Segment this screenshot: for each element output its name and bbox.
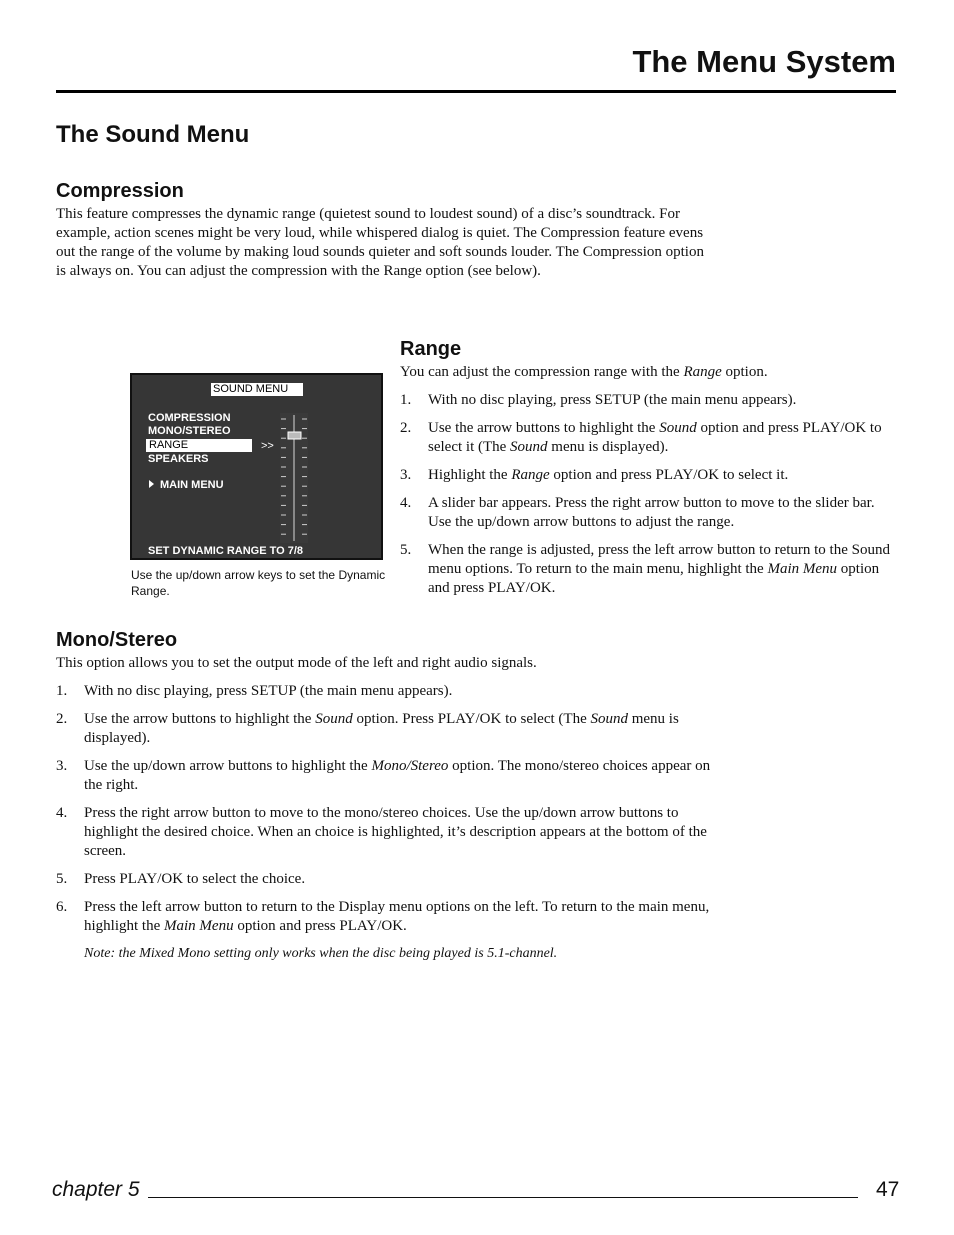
step-text: option and press PLAY/OK to select it (The — [428, 420, 882, 455]
range-steps-list — [400, 391, 896, 607]
figure-caption: Use the up/down arrow keys to set the Dynamic Range. — [131, 568, 386, 598]
emphasis-text: Mono/Stereo — [371, 758, 449, 774]
step-number: 5. — [400, 542, 412, 558]
slider-graphic — [278, 413, 310, 543]
text-run: You can adjust the compression range with the — [400, 364, 684, 380]
main-menu-item — [149, 479, 224, 492]
step-text: Highlight the — [428, 467, 512, 483]
double-arrow-icon: >> — [261, 440, 274, 452]
step-text: option and press PLAY/OK. — [233, 918, 407, 934]
step-text: Use the arrow buttons to highlight the — [84, 711, 316, 727]
step-text: option. Press PLAY/OK to select (The — [352, 711, 591, 727]
step-text: menu is displayed). — [84, 711, 679, 746]
step-number: 6. — [56, 899, 68, 915]
list-item — [56, 757, 720, 795]
list-item — [56, 870, 720, 889]
range-heading: Range — [400, 338, 462, 360]
step-number: 5. — [56, 871, 68, 887]
menu-item-range: RANGE — [146, 439, 252, 452]
mono-stereo-steps-list — [56, 682, 720, 945]
list-item — [400, 419, 896, 457]
title-divider — [56, 90, 896, 93]
step-text: With no disc playing, press SETUP (the main menu appears). — [428, 392, 797, 408]
emphasis-text: Sound — [315, 711, 353, 727]
main-menu-label: MAIN MENU — [160, 479, 224, 491]
mono-stereo-heading: Mono/Stereo — [56, 629, 178, 651]
list-item — [56, 804, 720, 861]
page-title: The Menu System — [632, 44, 896, 79]
slider-knob — [288, 432, 301, 439]
emphasis-text: Sound — [659, 420, 697, 436]
step-text: A slider bar appears. Press the right arrow button to move to the slider bar. Use the up/down arrow buttons to adjust the range. — [428, 495, 875, 530]
compression-heading: Compression — [56, 180, 184, 202]
footer-rule — [148, 1197, 858, 1198]
step-text: Press PLAY/OK to select the choice. — [84, 871, 306, 887]
step-text: When the range is adjusted, press the left arrow button to return to the Sound menu options. To return to the main menu, highlight the — [428, 542, 890, 577]
section-title: The Sound Menu — [56, 121, 250, 148]
list-item — [400, 494, 896, 532]
step-text: Use the up/down arrow buttons to highlight the — [84, 758, 372, 774]
step-number: 4. — [56, 805, 68, 821]
chapter-label: chapter 5 — [52, 1178, 140, 1201]
step-number: 2. — [56, 711, 68, 727]
page-number: 47 — [876, 1178, 900, 1201]
step-text: option. The mono/stereo choices appear on the right. — [84, 758, 711, 793]
list-item — [400, 391, 896, 410]
range-intro — [400, 363, 890, 382]
step-text: menu is displayed). — [547, 439, 669, 455]
step-text: With no disc playing, press SETUP (the main menu appears). — [84, 683, 453, 699]
mono-stereo-intro: This option allows you to set the output mode of the left and right audio signals. — [56, 655, 537, 671]
step-text: Use the arrow buttons to highlight the — [428, 420, 660, 436]
status-text: SET DYNAMIC RANGE TO 7/8 — [148, 545, 304, 557]
step-text: Press the left arrow button to return to the Display menu options on the left. To return to the main menu, highlight the — [84, 899, 710, 934]
sound-menu-screen — [130, 373, 383, 560]
menu-item-compression: COMPRESSION — [148, 412, 231, 424]
step-text: option and press PLAY/OK. — [428, 561, 880, 596]
step-number: 3. — [56, 758, 68, 774]
list-item — [56, 682, 720, 701]
list-item — [56, 710, 720, 748]
menu-item-speakers: SPEAKERS — [148, 453, 209, 465]
emphasis-text: Sound — [590, 711, 628, 727]
list-item — [56, 898, 720, 936]
menu-item-mono-stereo: MONO/STEREO — [148, 425, 231, 437]
list-item — [400, 541, 896, 598]
range-slider — [278, 413, 310, 543]
step-number: 3. — [400, 467, 412, 483]
step-number: 2. — [400, 420, 412, 436]
emphasis-text: Sound — [510, 439, 548, 455]
step-number: 4. — [400, 495, 412, 511]
emphasis-text: Range — [683, 364, 722, 380]
step-text: Press the right arrow button to move to the mono/stereo choices. Use the up/down arrow buttons to highlight the desired choice. When an choice is highlighted, it’s description appears at the bottom of the screen. — [84, 805, 707, 859]
mixed-mono-note: Note: the Mixed Mono setting only works when the disc being played is 5.1-channel. — [84, 946, 558, 961]
text-run: option. — [721, 364, 768, 380]
play-triangle-icon — [149, 480, 154, 488]
screen-title: SOUND MENU — [211, 383, 303, 396]
step-text: option and press PLAY/OK to select it. — [549, 467, 789, 483]
step-number: 1. — [56, 683, 68, 699]
emphasis-text: Main Menu — [164, 918, 234, 934]
emphasis-text: Range — [511, 467, 550, 483]
list-item — [400, 466, 896, 485]
compression-paragraph: This feature compresses the dynamic range (quietest sound to loudest sound) of a disc’s soundtrack. For example, action scenes might be very loud, while whispered dialog is quiet. The Compression feature evens out the range of the volume by making loud sounds quieter and soft sounds louder. The Compression option is always on. You can adjust the compression with the Range option (see below). — [56, 206, 704, 279]
emphasis-text: Main Menu — [767, 561, 838, 577]
step-number: 1. — [400, 392, 412, 408]
